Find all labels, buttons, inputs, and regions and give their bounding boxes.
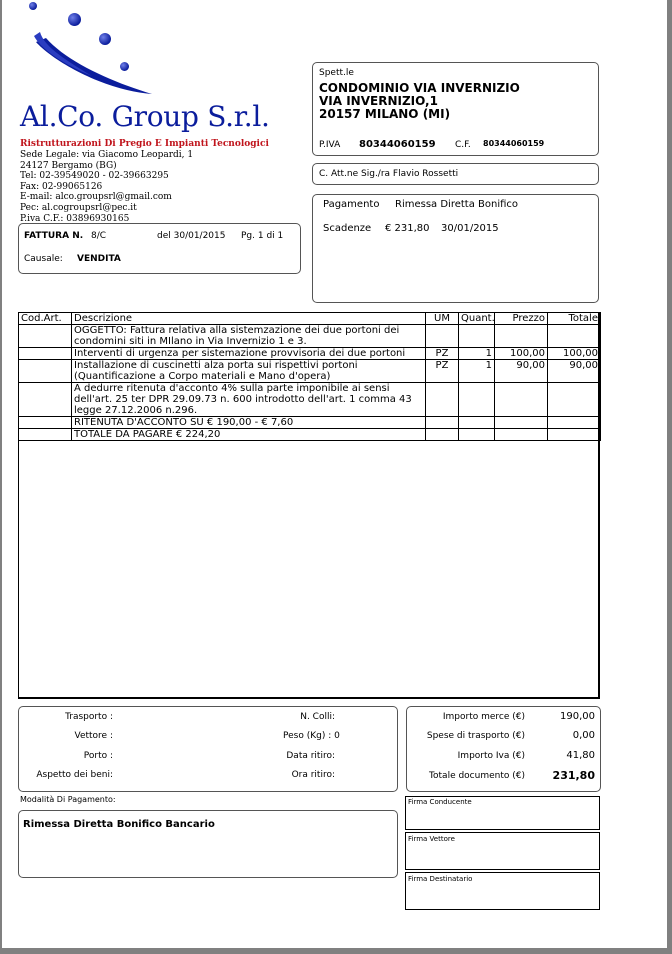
- recipient-box: [312, 62, 599, 156]
- table-row: [19, 383, 601, 417]
- recipient-piva-label: P.IVA: [319, 140, 341, 150]
- row-um: PZ: [426, 360, 459, 383]
- vat-amount-value: 41,80: [566, 750, 595, 761]
- row-price: [495, 417, 548, 429]
- payment-method: Rimessa Diretta Bonifico: [395, 199, 519, 210]
- invoice-label: FATTURA N.: [24, 231, 84, 241]
- row-code: [19, 325, 72, 348]
- row-price: [495, 383, 548, 417]
- invoice-page: [2, 0, 667, 948]
- row-total: 90,00: [548, 360, 601, 383]
- signature-carrier-box: [405, 832, 600, 870]
- row-description: RITENUTA D'ACCONTO SU € 190,00 - € 7,60: [72, 417, 426, 429]
- shipping-pickup-time-label: Ora ritiro:: [291, 770, 335, 780]
- row-total: [548, 417, 601, 429]
- row-code: [19, 417, 72, 429]
- signature-driver-label: Firma Conducente: [408, 798, 472, 806]
- company-email: E-mail: alco.groupsrl@gmail.com: [20, 192, 172, 203]
- row-total: [548, 383, 601, 417]
- row-qty: [459, 383, 495, 417]
- company-name: Al.Co. Group S.r.l.: [20, 100, 270, 133]
- shipping-transport-label: Trasporto :: [65, 712, 113, 722]
- row-total: [548, 429, 601, 441]
- shipping-carrier-label: Vettore :: [74, 731, 113, 741]
- invoice-date: del 30/01/2015: [157, 231, 226, 241]
- row-description: OGGETTO: Fattura relativa alla sistemzazione dei due portoni dei condomini siti in MIlano in Via Invernizio 1 e 3.: [72, 325, 426, 348]
- company-tagline: Ristrutturazioni Di Pregio E Impianti Tecnologici: [20, 139, 269, 149]
- invoice-box: [18, 223, 301, 274]
- table-row: [19, 429, 601, 441]
- table-row: [19, 417, 601, 429]
- attention-box: [312, 163, 599, 185]
- vat-amount-label: Importo Iva (€): [457, 751, 525, 761]
- row-price: 90,00: [495, 360, 548, 383]
- table-row: [19, 325, 601, 348]
- row-description: Installazione di cuscinetti alza porta sui rispettivi portoni (Quantificazione a Corpo materiali e Mano d'opera): [72, 360, 426, 383]
- row-total: 100,00: [548, 348, 601, 360]
- row-description: TOTALE DA PAGARE € 224,20: [72, 429, 426, 441]
- recipient-city: 20157 MILANO (MI): [319, 107, 451, 121]
- attention-text: C. Att.ne Sig./ra Flavio Rossetti: [319, 169, 459, 179]
- payment-box: [312, 194, 599, 303]
- shipping-packages-label: N. Colli:: [300, 712, 335, 722]
- signature-recipient-box: [405, 872, 600, 910]
- deadline-date: 30/01/2015: [441, 223, 499, 234]
- shipping-port-label: Porto :: [83, 751, 113, 761]
- row-qty: 1: [459, 360, 495, 383]
- col-code-header: Cod.Art.: [19, 313, 72, 325]
- recipient-address: VIA INVERNIZIO,1: [319, 94, 438, 108]
- recipient-name: CONDOMINIO VIA INVERNIZIO: [319, 81, 520, 95]
- row-um: [426, 383, 459, 417]
- row-price: [495, 325, 548, 348]
- recipient-piva: 80344060159: [359, 139, 436, 150]
- logo-dot-icon: [68, 13, 81, 26]
- items-table: [18, 312, 601, 441]
- row-price: 100,00: [495, 348, 548, 360]
- row-qty: [459, 429, 495, 441]
- shipping-weight-label: Peso (Kg) : 0: [283, 731, 340, 741]
- recipient-label: Spett.le: [319, 68, 354, 78]
- document-total-value: 231,80: [552, 769, 595, 782]
- shipping-goods-label: Aspetto dei beni:: [36, 770, 113, 780]
- signature-driver-box: [405, 796, 600, 830]
- shipping-cost-label: Spese di trasporto (€): [426, 731, 525, 741]
- causale-label: Causale:: [24, 254, 63, 264]
- row-um: [426, 429, 459, 441]
- company-details: [20, 150, 193, 224]
- invoice-page-number: Pg. 1 di 1: [241, 231, 284, 241]
- shipping-box: [18, 706, 398, 792]
- shipping-pickup-date-label: Data ritiro:: [286, 751, 335, 761]
- totals-box: [406, 706, 601, 792]
- shipping-cost-value: 0,00: [572, 730, 595, 741]
- row-qty: [459, 417, 495, 429]
- col-um-header: UM: [426, 313, 459, 325]
- invoice-number: 8/C: [91, 231, 107, 241]
- goods-amount-label: Importo merce (€): [442, 712, 525, 722]
- logo-dot-icon: [29, 2, 37, 10]
- payment-modality-value: Rimessa Diretta Bonifico Bancario: [23, 819, 215, 830]
- row-description: Interventi di urgenza per sistemazione provvisoria dei due portoni: [72, 348, 426, 360]
- signature-recipient-label: Firma Destinatario: [408, 875, 473, 883]
- row-description: A dedurre ritenuta d'acconto 4% sulla parte imponibile ai sensi dell'art. 25 ter DPR 29.09.73 n. 600 introdotto dell'art. 1 comma 43 legge 27.12.2006 n.296.: [72, 383, 426, 417]
- col-total-header: Totale: [548, 313, 601, 325]
- row-code: [19, 360, 72, 383]
- company-city: 24127 Bergamo (BG): [20, 160, 117, 171]
- col-description-header: Descrizione: [72, 313, 426, 325]
- deadline-amount: € 231,80: [385, 223, 430, 234]
- document-total-label: Totale documento (€): [429, 771, 525, 781]
- row-total: [548, 325, 601, 348]
- row-price: [495, 429, 548, 441]
- row-um: [426, 417, 459, 429]
- causale-value: VENDITA: [77, 254, 121, 264]
- payment-modality-box: [18, 810, 398, 878]
- company-pec: Pec: al.cogroupsrl@pec.it: [20, 202, 137, 213]
- table-header-row: [19, 313, 601, 325]
- payment-modality-label: Modalità Di Pagamento:: [20, 795, 116, 804]
- company-address: Sede Legale: via Giacomo Leopardi, 1: [20, 150, 194, 160]
- row-um: [426, 325, 459, 348]
- payment-label: Pagamento: [323, 199, 380, 210]
- row-code: [19, 383, 72, 417]
- table-row: [19, 348, 601, 360]
- recipient-cf: 80344060159: [483, 139, 545, 148]
- logo-swoosh-icon: [32, 30, 157, 100]
- company-fax: Fax: 02-99065126: [20, 181, 103, 192]
- deadline-label: Scadenze: [323, 223, 372, 234]
- row-code: [19, 429, 72, 441]
- col-price-header: Prezzo: [495, 313, 548, 325]
- col-qty-header: Quant.: [459, 313, 495, 325]
- goods-amount-value: 190,00: [560, 711, 595, 722]
- recipient-cf-label: C.F.: [455, 140, 471, 150]
- company-vat: P.iva C.F.: 03896930165: [20, 213, 130, 224]
- table-row: [19, 360, 601, 383]
- row-um: PZ: [426, 348, 459, 360]
- company-phone: Tel: 02-39549020 - 02-39663295: [20, 171, 169, 182]
- row-qty: [459, 325, 495, 348]
- signature-carrier-label: Firma Vettore: [408, 835, 455, 843]
- row-qty: 1: [459, 348, 495, 360]
- row-code: [19, 348, 72, 360]
